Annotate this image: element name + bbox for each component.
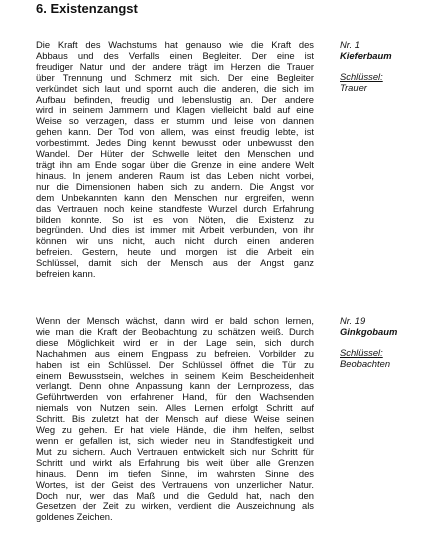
text-line: begründen. Und dies ist immer mit Arbeit verbunden, von ihr: [36, 224, 314, 236]
text-line: Weg zu gehen. Er hat viele Hände, die ihm helfen, selbst: [36, 424, 314, 436]
text-line: vorbestimmt. Jedes Ding kennt bewusst oder unbewusst den: [36, 137, 314, 149]
text-line: befreien. Gestern, heute und morgen ist die Arbeit ein: [36, 246, 314, 258]
side-note-tree: Ginkgobaum: [340, 325, 398, 337]
side-note-2: [340, 316, 430, 370]
text-line: Schritt und wirkt als Erfahrung bis weit über alle Grenzen: [36, 456, 314, 468]
text-line: verkündet sich laut und spornt auch die anderen, die sich im: [36, 82, 314, 94]
text-line: können wir uns nicht, auch nicht durch einen anderen: [36, 235, 314, 247]
text-line: niemals von Nutzen sein. Alles Lernen erfolgt Schritt auf: [36, 402, 314, 414]
text-line: Schritt. Bis zuletzt hat der Mensch auf diese Weise seinen: [36, 413, 314, 425]
text-line: Nachahmen aus einem Engpass zu befreien. Vorbilder zu: [36, 347, 314, 359]
text-line: befreien kann.: [36, 268, 96, 280]
text-line: haben ist ein Schlüssel. Der Schlüssel öffnet die Tür zu: [36, 358, 314, 370]
text-line: Abbaus und des Verfalls einen Begleiter. Der eine ist: [36, 49, 314, 61]
text-line: dem Unbekannten kann den Menschen nur ergreifen, wenn: [36, 191, 314, 203]
text-line: Gesetzen der Zeit zu wirken, verdient die Auszeichnung als: [36, 500, 314, 512]
text-line: gehen kann. Der Tod von allem, was einst freudig lebte, ist: [36, 126, 314, 138]
text-line: verlangt. Denn ohne Anpassung kann der Lernprozess, das: [36, 380, 314, 392]
text-line: über Trennung und Schmerz mit sich. Der eine Begleiter: [36, 71, 314, 83]
text-line: Die Kraft des Wachstums hat genauso wie die Kraft des: [36, 39, 314, 50]
side-note-key-label: Schlüssel:: [340, 70, 383, 82]
text-line: freudiger Natur und der andere trägt im Herzen die Trauer: [36, 60, 314, 72]
section-heading: 6. Existenzangst: [36, 1, 138, 16]
text-line: diese Möglichkeit wird er in der Lage sein, sich durch: [36, 336, 314, 348]
paragraph-1: [36, 40, 314, 280]
text-line: Mut zu sichern. Auch Vertrauen entwickelt sich nur Schritt für: [36, 445, 314, 457]
side-note-key-value: Beobachten: [340, 357, 391, 369]
text-line: Wenn der Mensch wächst, dann wird er bald schon lernen,: [36, 315, 314, 326]
text-line: das Vertrauen noch keine standfeste Wurzel durch Erfahrung: [36, 202, 314, 214]
text-line: Doch nur, wer das Maß und die Geduld hat, nach den: [36, 489, 314, 501]
text-line: Wortes, ist der Geist des Vertrauens von unzerlicher Natur.: [36, 478, 314, 490]
text-line: Weise so verzagen, dass er stumm und leise von dannen: [36, 115, 314, 127]
side-note-key-label: Schlüssel:: [340, 346, 383, 358]
text-line: hinaus. Denn im tiefen Sinne, im wahrsten Sinne des: [36, 467, 314, 479]
text-line: bilden konnte. So ist es von Nöten, die Existenz zu: [36, 213, 314, 225]
text-line: wenn er gefallen ist, sich wieder neu in Standfestigkeit und: [36, 434, 314, 446]
side-note-key-value: Trauer: [340, 81, 367, 93]
text-line: wird in seinem Jammern und Klagen vielleicht bald auf eine: [36, 104, 314, 116]
side-note-1: [340, 40, 430, 94]
text-line: goldenes Zeichen.: [36, 511, 113, 523]
paragraph-2: [36, 316, 314, 523]
text-line: Aufbau befinden, freudig und lebenslustig an. Der andere: [36, 93, 314, 105]
text-line: Geführtwerden von erfahrener Hand, für den Wachsenden: [36, 391, 314, 403]
text-line: Schlüssel, damit sich der Mensch aus der Angst ganz: [36, 257, 314, 269]
side-note-number: Nr. 19: [340, 315, 366, 326]
text-line: wie man die Kraft der Beobachtung zu schätzen weiß. Durch: [36, 325, 314, 337]
text-line: einem Bewusstsein, welches in seinem Keim Bescheidenheit: [36, 369, 314, 381]
text-line: nur die Dimensionen haben sich zu andern. Die Angst vor: [36, 180, 314, 192]
side-note-tree: Kieferbaum: [340, 49, 392, 61]
text-line: hinaus. In jenem anderen Raum ist das Leben nicht vorbei,: [36, 169, 314, 181]
text-line: trägt ihn am Ende sogar über die Grenze in eine andere Welt: [36, 158, 314, 170]
side-note-number: Nr. 1: [340, 39, 360, 50]
text-line: Wandel. Der Hüter der Schwelle leitet den Menschen und: [36, 148, 314, 160]
